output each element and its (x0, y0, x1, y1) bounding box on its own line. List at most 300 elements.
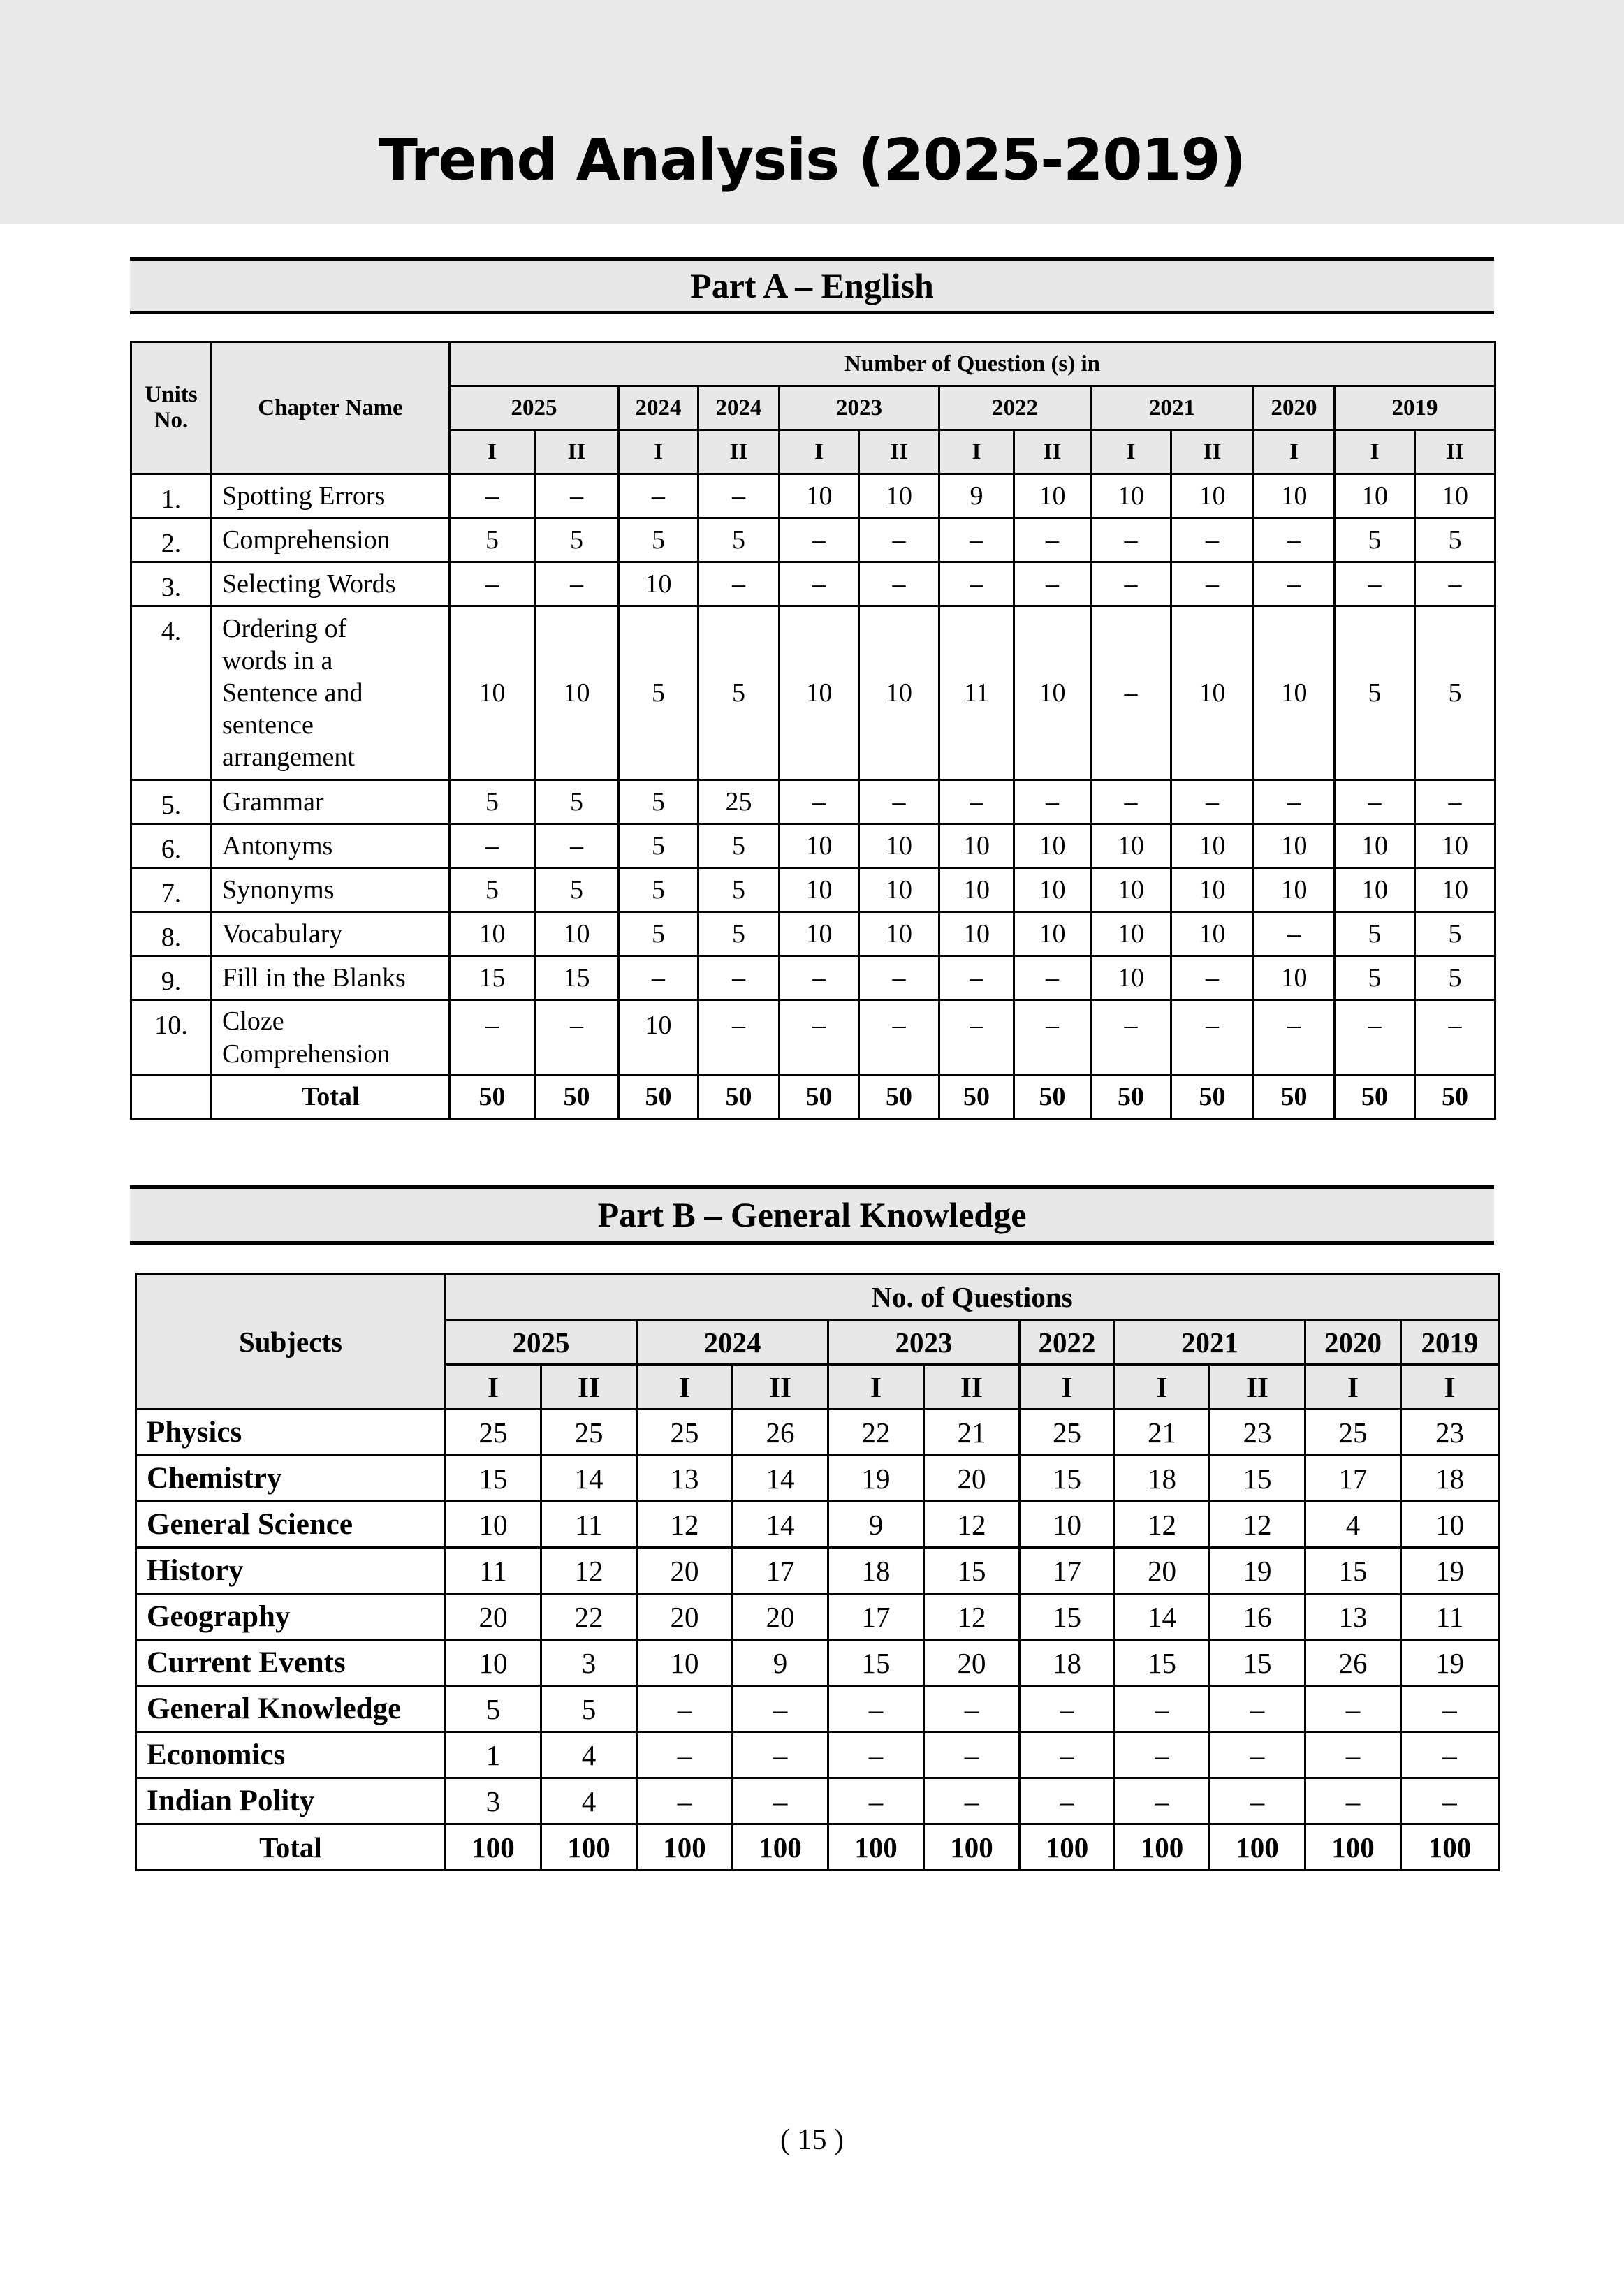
cell-value: 14 (733, 1456, 828, 1502)
cell-value: – (859, 956, 939, 1000)
cell-value: – (637, 1778, 733, 1824)
cell-value: – (1020, 1686, 1115, 1732)
cell-value: 20 (637, 1594, 733, 1640)
chapter-name (212, 606, 450, 780)
cell-value: 5 (535, 518, 619, 562)
unit-number: 9. (131, 956, 212, 1000)
unit-number: 6. (131, 824, 212, 868)
cell-value: 15 (1020, 1456, 1115, 1502)
cell-value: – (1115, 1732, 1210, 1778)
cell-value: 20 (924, 1456, 1020, 1502)
cell-value: 10 (1254, 474, 1335, 518)
cell-value: 23 (1401, 1410, 1499, 1456)
subject-name: History (136, 1548, 446, 1594)
cell-value: 4 (1305, 1502, 1401, 1548)
cell-value: – (780, 1000, 859, 1075)
paper-header: I (1020, 1365, 1115, 1410)
cell-value: 5 (619, 518, 698, 562)
cell-value: 12 (637, 1502, 733, 1548)
cell-value: 10 (780, 912, 859, 956)
cell-value: 25 (1305, 1410, 1401, 1456)
paper-header: II (1171, 430, 1254, 474)
cell-value: – (1091, 518, 1171, 562)
unit-number: 7. (131, 868, 212, 912)
year-header: 2024 (698, 386, 780, 430)
cell-value: 18 (828, 1548, 924, 1594)
cell-value: 10 (1014, 868, 1091, 912)
unit-number: 3. (131, 562, 212, 606)
cell-value: 5 (1335, 518, 1415, 562)
cell-value: 26 (733, 1410, 828, 1456)
cell-value: 12 (541, 1548, 637, 1594)
subject-name: Physics (136, 1410, 446, 1456)
cell-value: 10 (939, 868, 1014, 912)
cell-value: 15 (924, 1548, 1020, 1594)
chapter-name (212, 956, 450, 1000)
cell-value: – (450, 824, 535, 868)
cell-value: 22 (828, 1410, 924, 1456)
cell-value: 11 (1401, 1594, 1499, 1640)
cell-value: 17 (828, 1594, 924, 1640)
cell-value: 4 (541, 1732, 637, 1778)
cell-value: 10 (1415, 868, 1495, 912)
cell-value: 10 (1415, 474, 1495, 518)
cell-value: 18 (1401, 1456, 1499, 1502)
cell-value: 10 (1335, 868, 1415, 912)
cell-value: 20 (733, 1594, 828, 1640)
table-row (131, 956, 1495, 1000)
year-header: 2023 (828, 1320, 1020, 1365)
cell-value: 10 (637, 1640, 733, 1686)
unit-number: 10. (131, 1000, 212, 1075)
cell-value: – (1335, 780, 1415, 824)
cell-value: – (1254, 912, 1335, 956)
cell-value: – (535, 824, 619, 868)
cell-value: 15 (1210, 1456, 1305, 1502)
table-row (136, 1502, 1499, 1548)
cell-value: 5 (698, 518, 780, 562)
cell-value: – (450, 474, 535, 518)
cell-value: – (1115, 1686, 1210, 1732)
cell-value: – (828, 1732, 924, 1778)
cell-value: 10 (619, 562, 698, 606)
table-row (131, 606, 1495, 780)
chapter-name-line: Fill in the Blanks (222, 962, 406, 993)
cell-value: – (859, 780, 939, 824)
table-row (136, 1410, 1499, 1456)
cell-value: – (1254, 780, 1335, 824)
year-header: 2022 (1020, 1320, 1115, 1365)
total-row (131, 1075, 1495, 1119)
cell-value: – (1171, 518, 1254, 562)
paper-header: II (541, 1365, 637, 1410)
table-row (136, 1778, 1499, 1824)
paper-header: I (450, 430, 535, 474)
cell-value: – (1014, 1000, 1091, 1075)
cell-value: 5 (1415, 912, 1495, 956)
cell-value: 10 (780, 606, 859, 780)
unit-number: 2. (131, 518, 212, 562)
chapter-name-line: Synonyms (222, 874, 335, 905)
total-label: Total (136, 1824, 446, 1871)
table-row (131, 824, 1495, 868)
total-value: 50 (450, 1075, 535, 1119)
cell-value: 5 (698, 912, 780, 956)
table-row (136, 1640, 1499, 1686)
cell-value: 10 (1171, 606, 1254, 780)
cell-value: 20 (637, 1548, 733, 1594)
cell-value: 17 (1305, 1456, 1401, 1502)
page-number: ( 15 ) (780, 2124, 844, 2156)
cell-value: 19 (1401, 1548, 1499, 1594)
cell-value: 5 (698, 868, 780, 912)
subject-name: Economics (136, 1732, 446, 1778)
total-value: 100 (541, 1824, 637, 1871)
cell-value: – (1020, 1732, 1115, 1778)
cell-value: – (828, 1778, 924, 1824)
cell-value: 17 (733, 1548, 828, 1594)
cell-value: 5 (698, 824, 780, 868)
cell-value: – (1014, 956, 1091, 1000)
cell-value: 10 (1335, 474, 1415, 518)
cell-value: 5 (619, 868, 698, 912)
cell-value: 22 (541, 1594, 637, 1640)
cell-value: – (780, 956, 859, 1000)
cell-value: 13 (637, 1456, 733, 1502)
paper-header: I (939, 430, 1014, 474)
cell-value: 10 (859, 912, 939, 956)
cell-value: – (698, 956, 780, 1000)
table-row (131, 1000, 1495, 1075)
cell-value: 5 (1335, 912, 1415, 956)
cell-value: 14 (733, 1502, 828, 1548)
year-header: 2021 (1091, 386, 1254, 430)
cell-value: – (637, 1686, 733, 1732)
total-value: 50 (1254, 1075, 1335, 1119)
paper-header: II (859, 430, 939, 474)
total-unit-blank (131, 1075, 212, 1119)
cell-value: 11 (939, 606, 1014, 780)
cell-value: – (637, 1732, 733, 1778)
subject-name: Chemistry (136, 1456, 446, 1502)
cell-value: 15 (828, 1640, 924, 1686)
chapter-name (212, 562, 450, 606)
cell-value: 10 (859, 606, 939, 780)
cell-value: – (1305, 1686, 1401, 1732)
cell-value: 3 (541, 1640, 637, 1686)
chapter-name-line: Comprehension (222, 525, 390, 555)
chapter-name (212, 824, 450, 868)
cell-value: – (733, 1686, 828, 1732)
cell-value: 10 (450, 606, 535, 780)
cell-value: 18 (1115, 1456, 1210, 1502)
cell-value: 25 (446, 1410, 541, 1456)
part-a-title: Part A – English (130, 257, 1494, 314)
cell-value: 10 (1254, 824, 1335, 868)
paper-header: I (1115, 1365, 1210, 1410)
cell-value: 5 (619, 606, 698, 780)
total-value: 50 (1014, 1075, 1091, 1119)
total-value: 100 (1401, 1824, 1499, 1871)
cell-value: 5 (450, 518, 535, 562)
total-value: 50 (1091, 1075, 1171, 1119)
cell-value: – (1254, 518, 1335, 562)
cell-value: 5 (698, 606, 780, 780)
cell-value: 10 (859, 824, 939, 868)
cell-value: 5 (446, 1686, 541, 1732)
cell-value: – (1171, 956, 1254, 1000)
cell-value: – (1210, 1686, 1305, 1732)
cell-value: 10 (1171, 824, 1254, 868)
total-value: 100 (924, 1824, 1020, 1871)
cell-value: 18 (1020, 1640, 1115, 1686)
cell-value: 10 (1401, 1502, 1499, 1548)
cell-value: 25 (541, 1410, 637, 1456)
table-row (131, 518, 1495, 562)
cell-value: – (1091, 606, 1171, 780)
cell-value: – (924, 1732, 1020, 1778)
cell-value: – (1115, 1778, 1210, 1824)
part-b-title: Part B – General Knowledge (130, 1185, 1494, 1245)
cell-value: 9 (828, 1502, 924, 1548)
table-row (136, 1548, 1499, 1594)
cell-value: 12 (1115, 1502, 1210, 1548)
cell-value: 10 (1014, 824, 1091, 868)
chapter-name (212, 1000, 450, 1075)
cell-value: 10 (780, 868, 859, 912)
cell-value: 10 (1415, 824, 1495, 868)
cell-value: 10 (1171, 474, 1254, 518)
cell-value: – (828, 1686, 924, 1732)
cell-value: – (1335, 562, 1415, 606)
cell-value: 3 (446, 1778, 541, 1824)
cell-value: 10 (446, 1502, 541, 1548)
cell-value: – (1091, 1000, 1171, 1075)
cell-value: – (1305, 1732, 1401, 1778)
questions-group-header: Number of Question (s) in (450, 342, 1495, 386)
cell-value: 26 (1305, 1640, 1401, 1686)
paper-header: II (733, 1365, 828, 1410)
cell-value: 11 (446, 1548, 541, 1594)
cell-value: 20 (924, 1640, 1020, 1686)
paper-header: II (924, 1365, 1020, 1410)
cell-value: 10 (1254, 868, 1335, 912)
cell-value: 10 (1254, 606, 1335, 780)
total-value: 50 (1171, 1075, 1254, 1119)
page-title: Trend Analysis (2025-2019) (378, 127, 1246, 193)
cell-value: 5 (1415, 956, 1495, 1000)
cell-value: 10 (535, 606, 619, 780)
subjects-header: Subjects (136, 1274, 446, 1410)
cell-value: 10 (1254, 956, 1335, 1000)
cell-value: 25 (1020, 1410, 1115, 1456)
cell-value: – (859, 1000, 939, 1075)
total-label: Total (212, 1075, 450, 1119)
year-header: 2019 (1335, 386, 1495, 430)
cell-value: 15 (1210, 1640, 1305, 1686)
unit-number: 1. (131, 474, 212, 518)
cell-value: – (939, 780, 1014, 824)
cell-value: – (780, 518, 859, 562)
total-value: 100 (1115, 1824, 1210, 1871)
paper-header: II (535, 430, 619, 474)
cell-value: 10 (1091, 474, 1171, 518)
total-value: 100 (446, 1824, 541, 1871)
paper-header: II (1415, 430, 1495, 474)
cell-value: 11 (541, 1502, 637, 1548)
unit-number: 8. (131, 912, 212, 956)
cell-value: 15 (1020, 1594, 1115, 1640)
unit-number: 4. (131, 606, 212, 780)
year-header: 2024 (637, 1320, 828, 1365)
unit-number: 5. (131, 780, 212, 824)
cell-value: – (698, 562, 780, 606)
table-row (131, 562, 1495, 606)
cell-value: 13 (1305, 1594, 1401, 1640)
cell-value: 15 (446, 1456, 541, 1502)
chapter-name-line: Vocabulary (222, 918, 343, 949)
paper-header: I (1254, 430, 1335, 474)
cell-value: 15 (1305, 1548, 1401, 1594)
total-value: 100 (637, 1824, 733, 1871)
total-value: 50 (859, 1075, 939, 1119)
cell-value: 23 (1210, 1410, 1305, 1456)
cell-value: – (1020, 1778, 1115, 1824)
cell-value: – (1254, 1000, 1335, 1075)
cell-value: 5 (541, 1686, 637, 1732)
cell-value: – (1254, 562, 1335, 606)
total-row (136, 1824, 1499, 1871)
cell-value: 14 (541, 1456, 637, 1502)
year-header: 2022 (939, 386, 1091, 430)
cell-value: 19 (828, 1456, 924, 1502)
cell-value: 10 (1091, 956, 1171, 1000)
paper-header: I (619, 430, 698, 474)
paper-header: I (780, 430, 859, 474)
chapter-name-line: sentence (222, 710, 314, 740)
cell-value: 5 (619, 912, 698, 956)
cell-value: – (1014, 518, 1091, 562)
table-row (131, 912, 1495, 956)
chapter-name-line: arrangement (222, 742, 355, 772)
questions-group-header: No. of Questions (446, 1274, 1499, 1320)
table-row (131, 474, 1495, 518)
cell-value: – (939, 518, 1014, 562)
paper-header: I (1401, 1365, 1499, 1410)
table-row (136, 1732, 1499, 1778)
total-value: 100 (733, 1824, 828, 1871)
total-value: 100 (1210, 1824, 1305, 1871)
paper-header: I (1091, 430, 1171, 474)
cell-value: 5 (1415, 606, 1495, 780)
cell-value: 10 (619, 1000, 698, 1075)
cell-value: – (698, 1000, 780, 1075)
cell-value: 16 (1210, 1594, 1305, 1640)
year-header: 2020 (1254, 386, 1335, 430)
chapter-name-line: Selecting Words (222, 569, 396, 599)
cell-value: 10 (859, 474, 939, 518)
cell-value: 10 (859, 868, 939, 912)
year-header: 2025 (446, 1320, 637, 1365)
cell-value: 10 (446, 1640, 541, 1686)
cell-value: – (1401, 1778, 1499, 1824)
cell-value: 25 (637, 1410, 733, 1456)
cell-value: 9 (733, 1640, 828, 1686)
cell-value: 10 (1014, 606, 1091, 780)
cell-value: – (1415, 562, 1495, 606)
cell-value: 10 (1091, 912, 1171, 956)
gk-trend-table (135, 1273, 1500, 1871)
cell-value: 25 (698, 780, 780, 824)
chapter-name-line: Spotting Errors (222, 481, 386, 511)
cell-value: 14 (1115, 1594, 1210, 1640)
cell-value: 10 (780, 824, 859, 868)
cell-value: – (780, 780, 859, 824)
english-trend-table (130, 341, 1496, 1120)
year-header: 2020 (1305, 1320, 1401, 1365)
chapter-name (212, 474, 450, 518)
total-value: 50 (1335, 1075, 1415, 1119)
cell-value: – (619, 474, 698, 518)
total-value: 100 (828, 1824, 924, 1871)
cell-value: – (1091, 562, 1171, 606)
table-row (136, 1686, 1499, 1732)
paper-header: II (1210, 1365, 1305, 1410)
subject-name: General Science (136, 1502, 446, 1548)
cell-value: – (939, 1000, 1014, 1075)
cell-value: – (1171, 1000, 1254, 1075)
paper-header: I (1305, 1365, 1401, 1410)
paper-header: I (446, 1365, 541, 1410)
cell-value: – (1210, 1732, 1305, 1778)
paper-header: I (828, 1365, 924, 1410)
cell-value: 12 (1210, 1502, 1305, 1548)
subject-name: Indian Polity (136, 1778, 446, 1824)
cell-value: 5 (1415, 518, 1495, 562)
total-value: 50 (780, 1075, 859, 1119)
cell-value: 10 (1020, 1502, 1115, 1548)
cell-value: – (733, 1732, 828, 1778)
cell-value: 10 (450, 912, 535, 956)
paper-header: II (1014, 430, 1091, 474)
subject-name: Geography (136, 1594, 446, 1640)
cell-value: 5 (619, 824, 698, 868)
subject-name: General Knowledge (136, 1686, 446, 1732)
table-row (136, 1456, 1499, 1502)
cell-value: – (450, 1000, 535, 1075)
cell-value: – (1014, 780, 1091, 824)
cell-value: 10 (1171, 868, 1254, 912)
chapter-name-line: Ordering of (222, 614, 347, 643)
chapter-name (212, 868, 450, 912)
cell-value: – (1415, 1000, 1495, 1075)
chapter-name-line: Sentence and (222, 678, 363, 708)
table-row (131, 868, 1495, 912)
cell-value: 15 (535, 956, 619, 1000)
chapter-name-line: Cloze (222, 1006, 284, 1036)
cell-value: 9 (939, 474, 1014, 518)
cell-value: 12 (924, 1502, 1020, 1548)
cell-value: 10 (1014, 474, 1091, 518)
paper-header: II (698, 430, 780, 474)
cell-value: 10 (1091, 868, 1171, 912)
year-header: 2019 (1401, 1320, 1499, 1365)
year-header: 2025 (450, 386, 619, 430)
chapter-name-line: Antonyms (222, 830, 333, 861)
cell-value: 5 (1335, 606, 1415, 780)
cell-value: 10 (535, 912, 619, 956)
total-value: 100 (1020, 1824, 1115, 1871)
